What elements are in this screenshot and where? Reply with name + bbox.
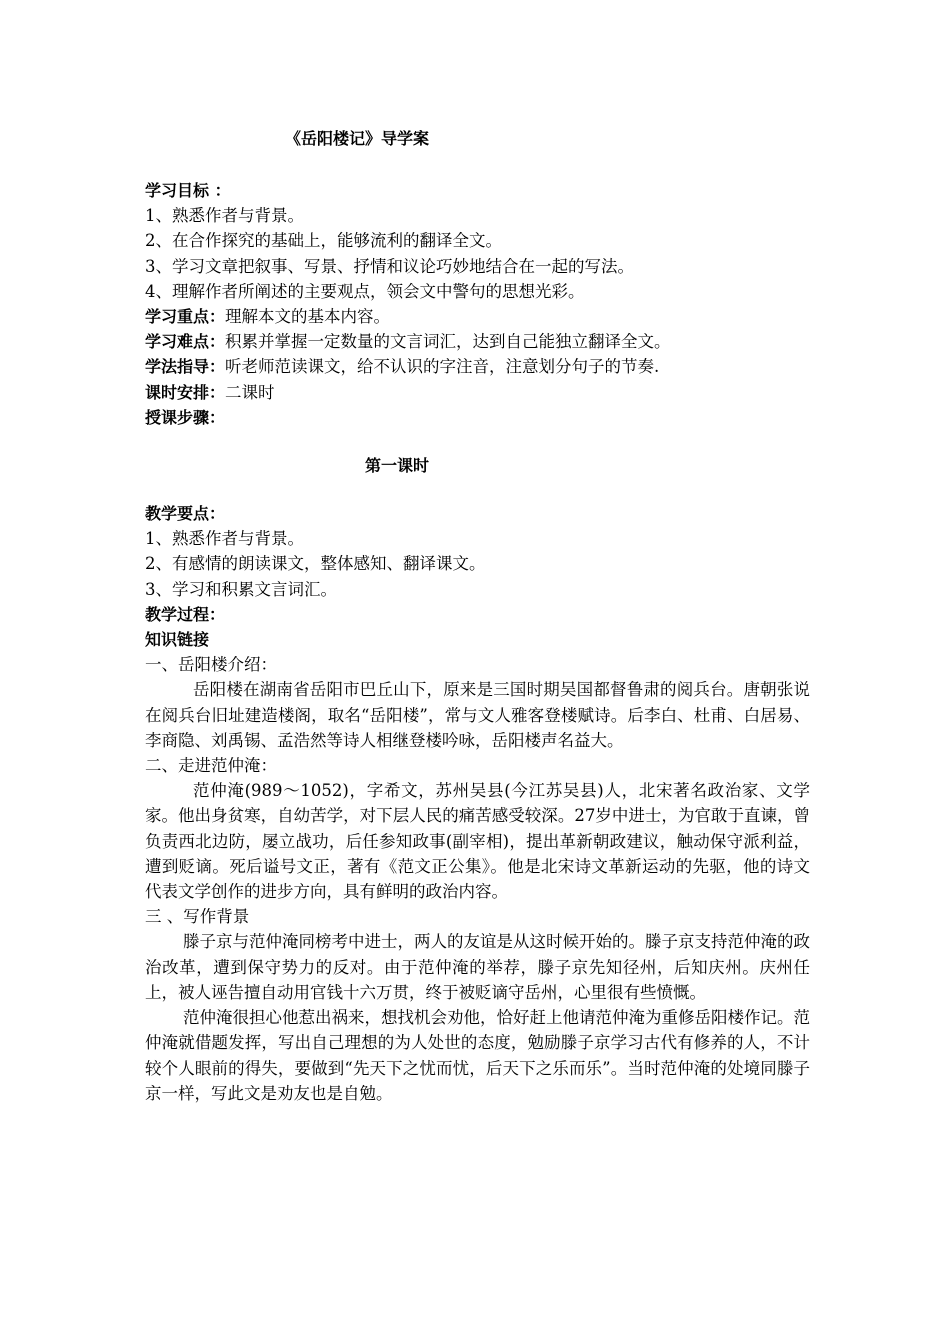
goal-item: 2、在合作探究的基础上，能够流利的翻译全文。 [145, 231, 502, 251]
teaching-points-label: 教学要点： [145, 504, 226, 524]
difficulty-label: 学习难点： [145, 332, 226, 352]
section2-heading: 二、走进范仲淹： [145, 756, 277, 776]
schedule-row [145, 380, 810, 405]
teaching-points-heading [145, 501, 810, 526]
difficulty-row [145, 329, 810, 354]
section1-heading: 一、岳阳楼介绍： [145, 655, 277, 675]
teaching-point-item: 3、学习和积累文言词汇。 [145, 579, 337, 599]
difficulty-text: 积累并掌握一定数量的文言词汇，达到自己能独立翻译全文。 [225, 332, 671, 352]
goal-item: 1、熟悉作者与背景。 [145, 206, 304, 226]
method-text: 听老师范读课文，给不认识的字注音，注意划分句子的节奏. [225, 357, 660, 377]
schedule-text: 二课时 [225, 382, 275, 402]
steps-label: 授课步骤： [145, 407, 226, 427]
knowledge-heading [145, 627, 810, 652]
steps-row [145, 405, 810, 430]
key-point-label: 学习重点： [145, 307, 226, 327]
method-row [145, 354, 810, 379]
section1-paragraph: 岳阳楼在湖南省岳阳市巴丘山下，原来是三国时期吴国都督鲁肃的阅兵台。唐朝张说在阅兵台旧址建造楼阁，取名“岳阳楼”，常与文人雅客登楼赋诗。后李白、杜甫、白居易、李商隐、刘禹锡、孟浩然等诗人相继登楼吟咏，岳阳楼声名益大。 [145, 680, 810, 750]
teaching-point-item: 1、熟悉作者与背景。 [145, 529, 304, 549]
section3-paragraph-2: 范仲淹很担心他惹出祸来，想找机会劝他，恰好赶上他请范仲淹为重修岳阳楼作记。范仲淹就借题发挥，写出自己理想的为人处世的态度，勉励滕子京学习古代有修养的人，不计较个人眼前的得失，要做到“先天下之忧而忧，后天下之乐而乐”。当时范仲淹的处境同滕子京一样，写此文是劝友也是自勉。 [145, 1008, 810, 1103]
key-point-row [145, 304, 810, 329]
goal-item: 3、学习文章把叙事、写景、抒情和议论巧妙地结合在一起的写法。 [145, 256, 634, 276]
goals-heading [145, 178, 810, 203]
section2-paragraph: 范仲淹(989～1052)，字希文，苏州吴县(今江苏吴县)人，北宋著名政治家、文学家。他出身贫寒，自幼苦学，对下层人民的痛苦感受较深。27岁中进士，为官敢于直谏，曾负责西北边防，屡立战功，后任参知政事(副宰相)，提出革新朝政建议，触动保守派利益，遭到贬谪。死后谥号文正，著有《范文正公集》。他是北宋诗文革新运动的先驱，他的诗文代表文学创作的进步方向，具有鲜明的政治内容。 [145, 781, 810, 902]
lesson1-title: 第一课时 [365, 456, 430, 476]
method-label: 学法指导： [145, 357, 226, 377]
section3-paragraph-1: 滕子京与范仲淹同榜考中进士，两人的友谊是从这时候开始的。滕子京支持范仲淹的政治改革，遭到保守势力的反对。由于范仲淹的举荐，滕子京先知径州，后知庆州。庆州任上，被人诬告擅自动用官钱十六万贯，终于被贬谪守岳州，心里很有些愤慨。 [145, 932, 810, 1002]
document-page [145, 120, 810, 1106]
schedule-label: 课时安排： [145, 382, 226, 402]
section3-heading: 三 、写作背景 [145, 907, 250, 927]
process-heading [145, 602, 810, 627]
teaching-point-item: 2、有感情的朗读课文，整体感知、翻译课文。 [145, 554, 486, 574]
document-title: 《岳阳楼记》导学案 [285, 129, 430, 148]
knowledge-label: 知识链接 [145, 630, 210, 650]
goals-label: 学习目标 ： [145, 181, 231, 200]
key-point-text: 理解本文的基本内容。 [225, 307, 391, 327]
process-label: 教学过程： [145, 604, 226, 624]
goal-item: 4、理解作者所阐述的主要观点，领会文中警句的思想光彩。 [145, 281, 585, 301]
